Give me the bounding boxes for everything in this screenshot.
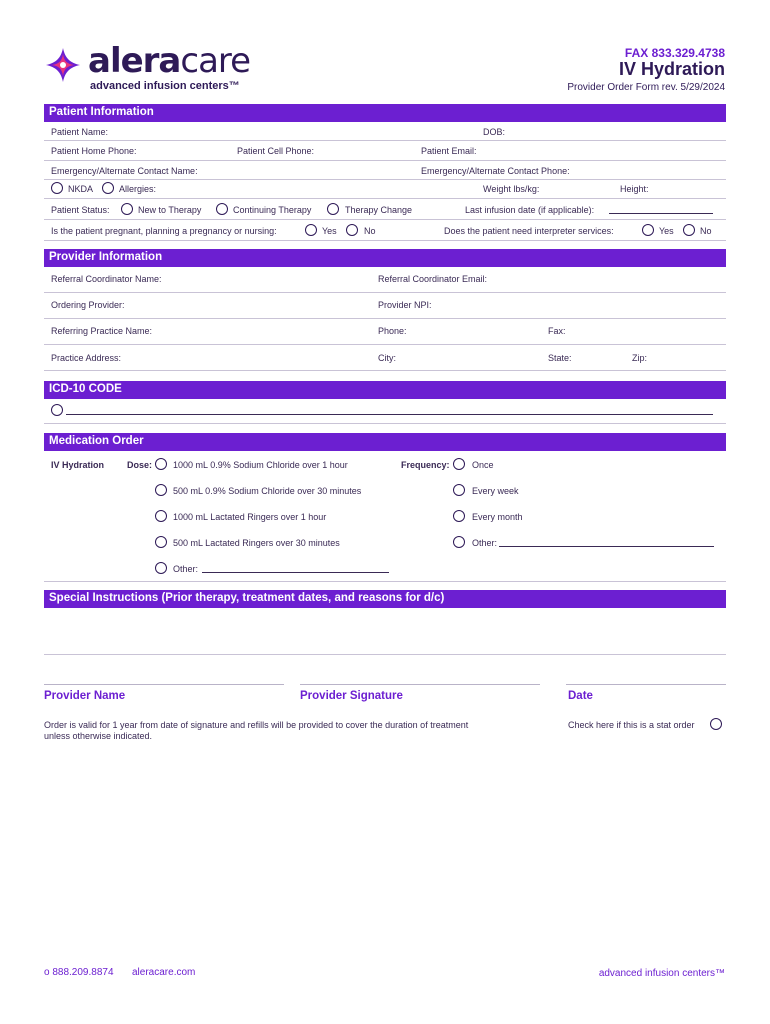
ref-coord-name-field[interactable]: Referral Coordinator Name: <box>51 274 162 284</box>
divider <box>44 318 726 319</box>
dose-label: Dose: <box>127 460 153 470</box>
medication-section-header: Medication Order <box>44 433 726 451</box>
footer-tagline: advanced infusion centers™ <box>598 968 725 979</box>
medication-name: IV Hydration <box>51 460 105 470</box>
frequency-option-label: Every month <box>472 512 523 522</box>
frequency-label: Frequency: <box>401 460 450 470</box>
dose-option-radio[interactable] <box>155 458 167 470</box>
footer-website-link[interactable]: aleracare.com <box>132 967 196 978</box>
divider <box>44 240 726 241</box>
frequency-option-radio[interactable] <box>453 458 465 470</box>
pregnant-no-radio[interactable] <box>346 224 358 236</box>
stat-order-checkbox[interactable] <box>710 718 722 730</box>
interpreter-yes-label: Yes <box>659 226 674 236</box>
icd-checkbox[interactable] <box>51 404 63 416</box>
divider <box>44 654 726 655</box>
date-label: Date <box>568 690 593 702</box>
status-label: Patient Status: <box>51 205 110 215</box>
cell-phone-field[interactable]: Patient Cell Phone: <box>237 146 315 156</box>
status-change-label: Therapy Change <box>345 205 413 215</box>
divider <box>44 370 726 371</box>
practice-name-field[interactable]: Referring Practice Name: <box>51 326 153 336</box>
date-line[interactable] <box>566 684 726 685</box>
brand-tagline: advanced infusion centers™ <box>90 80 240 92</box>
provider-npi-field[interactable]: Provider NPI: <box>378 300 432 310</box>
ordering-provider-field[interactable]: Ordering Provider: <box>51 300 125 310</box>
allergies-field[interactable]: Allergies: <box>119 184 157 194</box>
dose-option-radio[interactable] <box>155 510 167 522</box>
provider-section-header: Provider Information <box>44 249 726 267</box>
practice-address-field[interactable]: Practice Address: <box>51 353 122 363</box>
stat-order-label: Check here if this is a stat order <box>568 720 695 730</box>
frequency-option-radio[interactable] <box>453 510 465 522</box>
interpreter-yes-radio[interactable] <box>642 224 654 236</box>
nkda-label: NKDA <box>68 184 94 194</box>
dose-option-label: 1000 mL 0.9% Sodium Chloride over 1 hour <box>173 460 348 470</box>
email-field[interactable]: Patient Email: <box>421 146 477 156</box>
fax-number: FAX 833.329.4738 <box>624 46 725 60</box>
dob-field[interactable]: DOB: <box>483 127 506 137</box>
icd-code-input[interactable] <box>66 414 713 415</box>
provider-signature-line[interactable] <box>300 684 540 685</box>
last-infusion-label: Last infusion date (if applicable): <box>465 205 595 215</box>
provider-name-line[interactable] <box>44 684 284 685</box>
pregnant-no-label: No <box>364 226 376 236</box>
divider <box>44 344 726 345</box>
interpreter-no-radio[interactable] <box>683 224 695 236</box>
home-phone-field[interactable]: Patient Home Phone: <box>51 146 137 156</box>
dose-other-input[interactable] <box>202 572 389 573</box>
special-instructions-input[interactable] <box>44 610 726 654</box>
pregnant-yes-radio[interactable] <box>305 224 317 236</box>
last-infusion-input[interactable] <box>609 213 713 214</box>
city-field[interactable]: City: <box>378 353 396 363</box>
frequency-other-radio[interactable] <box>453 536 465 548</box>
form-revision: Provider Order Form rev. 5/29/2024 <box>567 82 725 93</box>
divider <box>44 198 726 199</box>
provider-signature-label: Provider Signature <box>300 690 403 702</box>
pregnant-question: Is the patient pregnant, planning a pregnancy or nursing: <box>51 226 277 236</box>
nkda-checkbox[interactable] <box>51 182 63 194</box>
emergency-name-field[interactable]: Emergency/Alternate Contact Name: <box>51 166 198 176</box>
special-instructions-header: Special Instructions (Prior therapy, treatment dates, and reasons for d/c) <box>44 590 726 608</box>
brand-name: aleracare <box>88 41 251 81</box>
allergies-checkbox[interactable] <box>102 182 114 194</box>
aleracare-logo-icon <box>44 46 82 84</box>
interpreter-no-label: No <box>700 226 712 236</box>
interpreter-question: Does the patient need interpreter services: <box>444 226 614 236</box>
status-change-radio[interactable] <box>327 203 339 215</box>
footer-phone: o 888.209.8874 <box>44 967 114 978</box>
divider <box>44 160 726 161</box>
weight-field[interactable]: Weight lbs/kg: <box>483 184 540 194</box>
zip-field[interactable]: Zip: <box>632 353 648 363</box>
divider <box>44 140 726 141</box>
divider <box>44 423 726 424</box>
patient-section-header: Patient Information <box>44 104 726 122</box>
divider <box>44 179 726 180</box>
frequency-option-label: Every week <box>472 486 519 496</box>
frequency-other-input[interactable] <box>499 546 714 547</box>
dose-option-label: 1000 mL Lactated Ringers over 1 hour <box>173 512 327 522</box>
validity-note: unless otherwise indicated. <box>44 731 153 741</box>
dose-other-radio[interactable] <box>155 562 167 574</box>
state-field[interactable]: State: <box>548 353 572 363</box>
status-new-radio[interactable] <box>121 203 133 215</box>
dose-option-label: 500 mL 0.9% Sodium Chloride over 30 minutes <box>173 486 362 496</box>
frequency-option-radio[interactable] <box>453 484 465 496</box>
dose-option-radio[interactable] <box>155 536 167 548</box>
frequency-option-label: Once <box>472 460 494 470</box>
divider <box>44 292 726 293</box>
dose-other-label: Other: <box>173 564 199 574</box>
status-continuing-radio[interactable] <box>216 203 228 215</box>
practice-phone-field[interactable]: Phone: <box>378 326 407 336</box>
emergency-phone-field[interactable]: Emergency/Alternate Contact Phone: <box>421 166 570 176</box>
divider <box>44 581 726 582</box>
status-continuing-label: Continuing Therapy <box>233 205 312 215</box>
dose-option-label: 500 mL Lactated Ringers over 30 minutes <box>173 538 340 548</box>
frequency-other-label: Other: <box>472 538 498 548</box>
validity-note: Order is valid for 1 year from date of signature and refills will be provided to cover the duration of treatment <box>44 720 469 730</box>
ref-coord-email-field[interactable]: Referral Coordinator Email: <box>378 274 488 284</box>
pregnant-yes-label: Yes <box>322 226 337 236</box>
provider-name-label: Provider Name <box>44 690 126 702</box>
practice-fax-field[interactable]: Fax: <box>548 326 566 336</box>
divider <box>44 219 726 220</box>
status-new-label: New to Therapy <box>138 205 202 215</box>
patient-name-field[interactable]: Patient Name: <box>51 127 109 137</box>
page-title: IV Hydration <box>618 59 725 79</box>
icd-section-header: ICD-10 CODE <box>44 381 726 399</box>
height-field[interactable]: Height: <box>620 184 649 194</box>
dose-option-radio[interactable] <box>155 484 167 496</box>
